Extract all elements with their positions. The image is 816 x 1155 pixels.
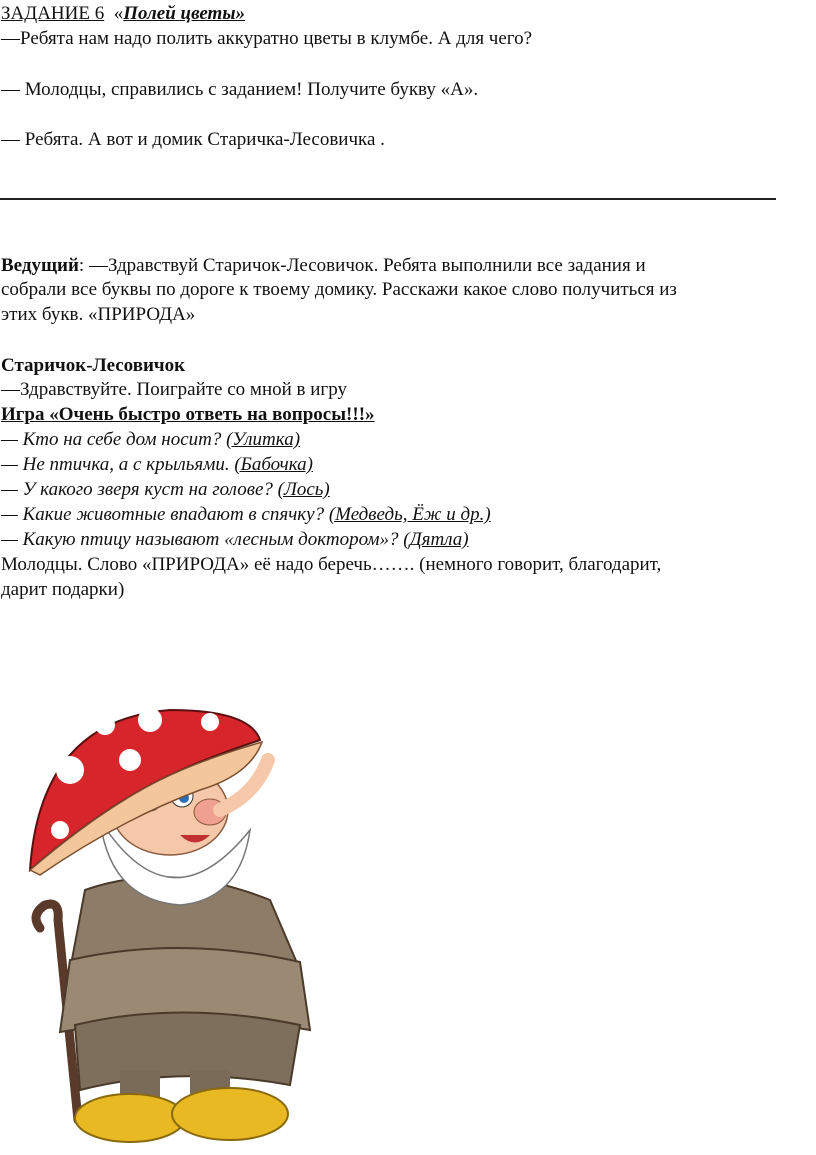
answer-text: (Дятла) [403, 529, 469, 550]
mushroom-gnome-icon [0, 700, 346, 1152]
question-2 [1, 453, 313, 477]
question-text: — Какую птицу называют «лесным доктором»? [1, 529, 404, 550]
answer-text: (Лось) [277, 479, 330, 500]
question-text: — Какие животные впадают в спячку? [1, 504, 329, 525]
question-3 [1, 478, 330, 502]
host-line-1 [1, 254, 646, 278]
question-1 [1, 428, 300, 452]
task-heading [1, 2, 245, 26]
elder-greeting: —Здравствуйте. Поиграйте со мной в игру [1, 379, 347, 400]
game-title: Игра «Очень быстро ответь на вопросы!!!» [1, 404, 375, 425]
intro-line-3: — Ребята. А вот и домик Старичка-Лесовичка . [1, 129, 385, 150]
intro-line-1: —Ребята нам надо полить аккуратно цветы в клумбе. А для чего? [1, 28, 533, 49]
divider-line [0, 198, 776, 200]
host-line-2: собрали все буквы по дороге к твоему домику. Расскажи какое слово получиться из [1, 279, 677, 300]
question-text: — Не птичка, а с крыльями. [1, 454, 235, 475]
intro-line-2: — Молодцы, справились с заданием! Получите букву «А». [1, 79, 479, 100]
answer-text: (Медведь, Ёж и др.) [328, 504, 491, 525]
host-speaker: Ведущий [1, 255, 79, 276]
question-5 [1, 528, 469, 552]
task-title: Полей цветы» [123, 3, 246, 24]
question-text: — Кто на себе дом носит? [1, 429, 227, 450]
host-line-3: этих букв. «ПРИРОДА» [1, 304, 196, 325]
answer-text: (Бабочка) [234, 454, 313, 475]
question-4 [1, 503, 491, 527]
closing-line-1: Молодцы. Слово «ПРИРОДА» её надо беречь……. (немного говорит, благодарит, [1, 554, 662, 575]
answer-text: (Улитка) [226, 429, 301, 450]
host-text-1: —Здравствуй Старичок-Лесовичок. Ребята выполнили все задания и [84, 255, 646, 276]
task-title-quote: « [113, 3, 124, 24]
question-text: — У какого зверя куст на голове? [1, 479, 278, 500]
host-colon: : [78, 255, 85, 276]
task-label: ЗАДАНИЕ 6 [1, 3, 105, 24]
elder-name: Старичок-Лесовичок [1, 355, 186, 376]
closing-line-2: дарит подарки) [1, 579, 125, 600]
